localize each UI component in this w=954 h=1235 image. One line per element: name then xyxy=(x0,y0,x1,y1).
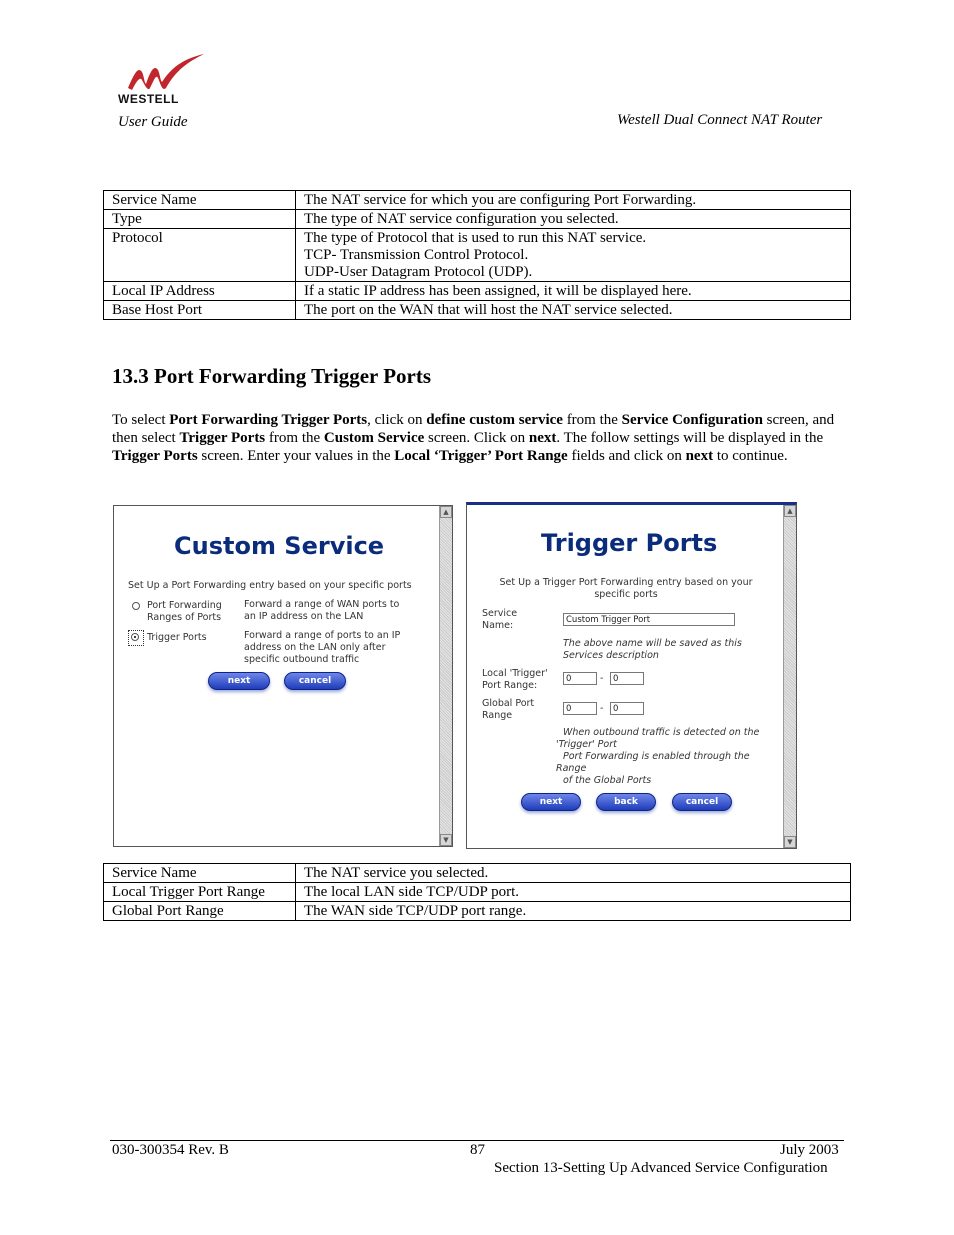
scroll-down-icon[interactable]: ▼ xyxy=(784,836,796,848)
footer-doc-number: 030-300354 Rev. B xyxy=(112,1142,229,1158)
text-run-bold: Trigger Ports xyxy=(179,430,266,446)
service-name-label xyxy=(482,608,517,632)
text-run-bold: next xyxy=(685,448,714,464)
section-heading: 13.3 Port Forwarding Trigger Ports xyxy=(112,364,432,388)
footer-date: July 2003 xyxy=(780,1142,839,1158)
text-run: screen. Enter your values in the xyxy=(197,448,395,464)
option1-label xyxy=(147,600,222,624)
back-button[interactable]: back xyxy=(596,793,656,811)
trigger-note xyxy=(556,727,759,787)
table-cell-desc: The NAT service you selected. xyxy=(296,864,851,883)
table-row xyxy=(104,902,851,921)
custom-service-subtitle: Set Up a Port Forwarding entry based on your specific ports xyxy=(128,580,412,591)
custom-service-title: Custom Service xyxy=(174,532,385,560)
note-line: When outbound traffic is detected on the xyxy=(563,727,760,738)
radio-port-forwarding[interactable] xyxy=(132,602,140,610)
option1-description xyxy=(244,599,399,623)
label-line: Name: xyxy=(482,620,514,631)
trigger-ports-subtitle xyxy=(467,577,785,601)
desc-line: Forward a range of ports to an IP xyxy=(244,630,401,641)
note-line: Port Forwarding is enabled through the xyxy=(563,751,750,762)
label-line: Service xyxy=(482,608,518,619)
local-trigger-from-input[interactable]: 0 xyxy=(563,672,597,685)
table-cell-desc: The port on the WAN that will host the NAT service selected. xyxy=(296,301,851,320)
table-cell-field: Protocol xyxy=(104,229,296,282)
text-run: screen. Click on xyxy=(424,430,529,446)
text-run-bold: Local ‘Trigger’ Port Range xyxy=(394,448,568,464)
table-cell-field: Type xyxy=(104,210,296,229)
global-port-range-label xyxy=(482,698,534,722)
label-line: Range xyxy=(482,710,513,721)
next-button[interactable]: next xyxy=(521,793,581,811)
range-dash: - xyxy=(600,673,604,684)
text-run: from the xyxy=(265,430,324,446)
table-cell-desc: The type of NAT service configuration you selected. xyxy=(296,210,851,229)
table-cell-field: Service Name xyxy=(104,864,296,883)
saved-name-note xyxy=(563,638,742,662)
scroll-down-icon[interactable]: ▼ xyxy=(440,834,452,846)
next-button[interactable]: next xyxy=(208,672,270,690)
section-paragraph xyxy=(112,411,847,465)
label-line: Global Port xyxy=(482,698,535,709)
text-run: fields and click on xyxy=(567,448,686,464)
note-line: of the Global Ports xyxy=(563,775,652,786)
desc-line: Forward a range of WAN ports to xyxy=(244,599,400,610)
table-row xyxy=(104,191,851,210)
footer-page-number: 87 xyxy=(470,1142,485,1158)
table-cell-field: Base Host Port xyxy=(104,301,296,320)
label-line: Ranges of Ports xyxy=(147,612,222,623)
text-run-bold: define custom service xyxy=(426,412,563,428)
text-run: To select xyxy=(112,412,170,428)
desc-line: address on the LAN only after xyxy=(244,642,386,653)
trigger-settings-table xyxy=(103,863,851,921)
text-run: to continue. xyxy=(713,448,788,464)
local-trigger-to-input[interactable]: 0 xyxy=(610,672,644,685)
scroll-up-icon[interactable]: ▲ xyxy=(784,505,796,517)
table-cell-desc xyxy=(296,229,851,282)
custom-service-screenshot xyxy=(113,505,453,847)
header-right-caption: Westell Dual Connect NAT Router xyxy=(617,112,823,128)
text-run-bold: Port Forwarding Trigger Ports xyxy=(169,412,368,428)
scrollbar[interactable] xyxy=(439,506,452,846)
desc-line: TCP- Transmission Control Protocol. xyxy=(304,247,529,263)
table-cell-desc: The WAN side TCP/UDP port range. xyxy=(296,902,851,921)
text-run-bold: Trigger Ports xyxy=(112,448,198,464)
text-run-bold: Service Configuration xyxy=(621,412,763,428)
trigger-ports-title: Trigger Ports xyxy=(541,529,718,557)
range-dash: - xyxy=(600,703,604,714)
table-row xyxy=(104,210,851,229)
table-cell-desc: The local LAN side TCP/UDP port. xyxy=(296,883,851,902)
service-name-input[interactable]: Custom Trigger Port xyxy=(563,613,735,626)
global-from-input[interactable]: 0 xyxy=(563,702,597,715)
option2-description xyxy=(244,630,400,666)
table-row xyxy=(104,229,851,282)
westell-swoosh-icon xyxy=(118,52,208,94)
table-row xyxy=(104,864,851,883)
subtitle-line: Set Up a Trigger Port Forwarding entry based on your xyxy=(499,577,753,588)
text-run: screen, and then select xyxy=(112,412,835,446)
label-line: Port Forwarding xyxy=(147,600,222,611)
text-run-bold: Custom Service xyxy=(323,430,425,446)
desc-line: specific outbound traffic xyxy=(244,654,360,665)
header-left-caption: User Guide xyxy=(118,114,188,130)
option2-label: Trigger Ports xyxy=(147,632,207,643)
table-cell-desc: The NAT service for which you are configuring Port Forwarding. xyxy=(296,191,851,210)
nat-settings-table xyxy=(103,190,851,320)
westell-logo xyxy=(118,52,208,108)
desc-line: an IP address on the LAN xyxy=(244,611,364,622)
global-to-input[interactable]: 0 xyxy=(610,702,644,715)
text-run: from the xyxy=(562,412,622,428)
table-cell-field: Global Port Range xyxy=(104,902,296,921)
table-row xyxy=(104,883,851,902)
footer-section: Section 13-Setting Up Advanced Service Configuration xyxy=(494,1160,828,1176)
radio-trigger-ports[interactable] xyxy=(131,633,139,641)
note-line: Range xyxy=(556,763,587,774)
logo-wordmark: WESTELL xyxy=(118,92,179,106)
text-run-bold: next xyxy=(528,430,557,446)
table-cell-field: Local Trigger Port Range xyxy=(104,883,296,902)
note-line: The above name will be saved as this xyxy=(563,638,742,649)
text-run: . The follow settings will be displayed in the xyxy=(556,430,824,446)
table-cell-desc: If a static IP address has been assigned, it will be displayed here. xyxy=(296,282,851,301)
table-cell-field: Local IP Address xyxy=(104,282,296,301)
local-trigger-range-label xyxy=(482,668,548,692)
cancel-button[interactable]: cancel xyxy=(284,672,346,690)
desc-line: UDP-User Datagram Protocol (UDP). xyxy=(304,264,533,280)
subtitle-line: specific ports xyxy=(594,589,658,600)
scroll-up-icon[interactable]: ▲ xyxy=(440,506,452,518)
note-line: 'Trigger' Port xyxy=(556,739,617,750)
desc-line: The type of Protocol that is used to run this NAT service. xyxy=(304,230,647,246)
scrollbar[interactable] xyxy=(783,505,796,848)
table-cell-field: Service Name xyxy=(104,191,296,210)
text-run: , click on xyxy=(367,412,427,428)
footer-rule xyxy=(110,1140,844,1141)
table-row xyxy=(104,301,851,320)
table-row xyxy=(104,282,851,301)
trigger-ports-screenshot xyxy=(466,502,797,849)
note-line: Services description xyxy=(563,650,659,661)
cancel-button[interactable]: cancel xyxy=(672,793,732,811)
label-line: Port Range: xyxy=(482,680,538,691)
label-line: Local 'Trigger' xyxy=(482,668,548,679)
